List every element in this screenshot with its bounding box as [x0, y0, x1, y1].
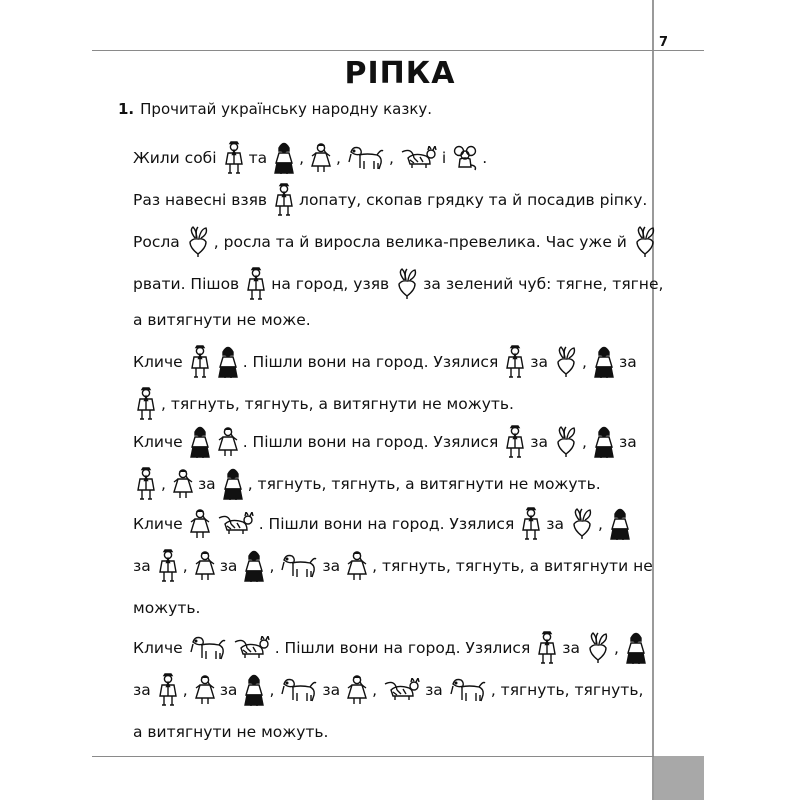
task-number: 1. [118, 100, 135, 118]
story-text-fragment: Жили собі [133, 149, 217, 167]
story-text-fragment: . Пішли вони на город. Узялися [274, 639, 531, 657]
story-text-fragment: . Пішли вони на город. Узялися [242, 353, 499, 371]
story-line [133, 178, 651, 222]
header-rule [92, 50, 704, 51]
task-text: Прочитай українську народну казку. [140, 100, 433, 118]
story-text-fragment: а витягнути не може. [133, 311, 311, 329]
cat-icon [400, 146, 438, 170]
story-text-fragment: за [530, 353, 549, 371]
story-text-fragment: за [322, 557, 341, 575]
cat-icon [233, 636, 271, 660]
story-line [133, 420, 641, 464]
grandma-icon [609, 507, 631, 541]
story-text-fragment: Росла [133, 233, 180, 251]
story-text-fragment: , [372, 681, 378, 699]
grandma-icon [217, 345, 239, 379]
granddaughter-icon [217, 426, 239, 458]
story-text-fragment: за [219, 681, 238, 699]
granddaughter-icon [189, 508, 211, 540]
grandma-icon [189, 425, 211, 459]
turnip-icon [586, 632, 610, 664]
granddaughter-icon [346, 674, 368, 706]
page-margin-line [652, 0, 654, 800]
cat-icon [217, 512, 255, 536]
story-text-fragment: , [269, 681, 275, 699]
story-text-fragment: за [546, 515, 565, 533]
story-text-fragment: за [219, 557, 238, 575]
story-text-fragment: рвати. Пішов [133, 275, 240, 293]
page-number: 7 [659, 35, 669, 50]
dog-icon [280, 677, 318, 703]
story-text-fragment: за [133, 681, 151, 699]
story-text-fragment: , [299, 149, 305, 167]
footer-rule [92, 756, 654, 757]
story-text-fragment: за [322, 681, 341, 699]
grandpa-icon [157, 549, 179, 583]
grandpa-icon [245, 267, 267, 301]
cat-icon [383, 678, 421, 702]
dog-icon [189, 635, 227, 661]
turnip-icon [570, 508, 594, 540]
grandpa-icon [504, 425, 526, 459]
page-title: РІПКА [344, 56, 456, 91]
page-corner-block [654, 756, 704, 800]
story-line [133, 668, 647, 712]
story-line [133, 586, 204, 630]
grandma-icon [593, 425, 615, 459]
story-text-fragment: , [182, 557, 188, 575]
grandpa-icon [536, 631, 558, 665]
turnip-icon [554, 346, 578, 378]
story-text-fragment: . Пішли вони на город. Узялися [242, 433, 499, 451]
story-text-fragment: Раз навесні взяв [133, 191, 268, 209]
story-text-fragment: за [618, 353, 637, 371]
grandma-icon [243, 549, 265, 583]
story-text-fragment: за [197, 475, 216, 493]
grandma-icon [593, 345, 615, 379]
story-text-fragment: за [618, 433, 637, 451]
story-text-fragment: , тягнуть, тягнуть, а витягнути не [372, 557, 653, 575]
story-line [133, 340, 641, 384]
story-text-fragment: за [530, 433, 549, 451]
mouse-icon [452, 145, 478, 171]
grandma-icon [273, 141, 295, 175]
granddaughter-icon [310, 142, 332, 174]
story-text-fragment: , [161, 475, 166, 493]
grandpa-icon [520, 507, 542, 541]
story-text-fragment: Кличе [133, 639, 183, 657]
story-line [133, 136, 491, 180]
grandma-icon [243, 673, 265, 707]
grandpa-icon [504, 345, 526, 379]
story-line [133, 502, 635, 546]
story-text-fragment: , [269, 557, 275, 575]
story-text-fragment: за [133, 557, 151, 575]
turnip-icon [554, 426, 578, 458]
turnip-icon [186, 226, 210, 258]
story-text-fragment: , [388, 149, 394, 167]
grandpa-icon [135, 467, 157, 501]
grandpa-icon [273, 183, 295, 217]
story-line [133, 710, 332, 754]
grandma-icon [222, 467, 244, 501]
story-text-fragment: , [582, 433, 587, 451]
story-text-fragment: , [582, 353, 587, 371]
story-text-fragment: і [441, 149, 447, 167]
story-text-fragment: , [336, 149, 341, 167]
grandpa-icon [189, 345, 211, 379]
story-text-fragment: , тягнуть, тягнуть, [490, 681, 644, 699]
dog-icon [347, 145, 385, 171]
story-text-fragment: , тягнуть, тягнуть, а витягнути не можуть. [247, 475, 601, 493]
dog-icon [449, 677, 487, 703]
story-text-fragment: . [482, 149, 488, 167]
granddaughter-icon [172, 468, 194, 500]
story-line [133, 298, 315, 342]
story-text-fragment: , [182, 681, 188, 699]
story-text-fragment: , росла та й виросла велика-превелика. Час уже й [213, 233, 627, 251]
task-instruction [118, 100, 432, 118]
turnip-icon [633, 226, 657, 258]
story-text-fragment: за зелений чуб: тягне, тягне, [423, 275, 664, 293]
story-text-fragment: , [598, 515, 603, 533]
story-text-fragment: за [425, 681, 443, 699]
granddaughter-icon [194, 674, 216, 706]
story-text-fragment: а витягнути не можуть. [133, 723, 329, 741]
story-text-fragment: Кличе [133, 515, 183, 533]
grandma-icon [625, 631, 647, 665]
story-text-fragment: Кличе [133, 433, 183, 451]
story-text-fragment: лопату, скопав грядку та й посадив ріпку. [299, 191, 648, 209]
story-text-fragment: . Пішли вони на город. Узялися [258, 515, 515, 533]
grandpa-icon [157, 673, 179, 707]
story-line [133, 626, 651, 670]
turnip-icon [395, 268, 419, 300]
granddaughter-icon [194, 550, 216, 582]
story-text-fragment: Кличе [133, 353, 183, 371]
story-text-fragment: та [248, 149, 268, 167]
story-line [133, 220, 661, 264]
story-text-fragment: за [562, 639, 581, 657]
story-text-fragment: , [614, 639, 619, 657]
granddaughter-icon [346, 550, 368, 582]
story-line [133, 544, 657, 588]
grandpa-icon [223, 141, 245, 175]
story-line [133, 462, 605, 506]
grandpa-icon [135, 387, 157, 421]
story-text-fragment: можуть. [133, 599, 201, 617]
dog-icon [280, 553, 318, 579]
story-text-fragment: , тягнуть, тягнуть, а витягнути не можуть. [161, 395, 514, 413]
story-text-fragment: на город, узяв [271, 275, 390, 293]
